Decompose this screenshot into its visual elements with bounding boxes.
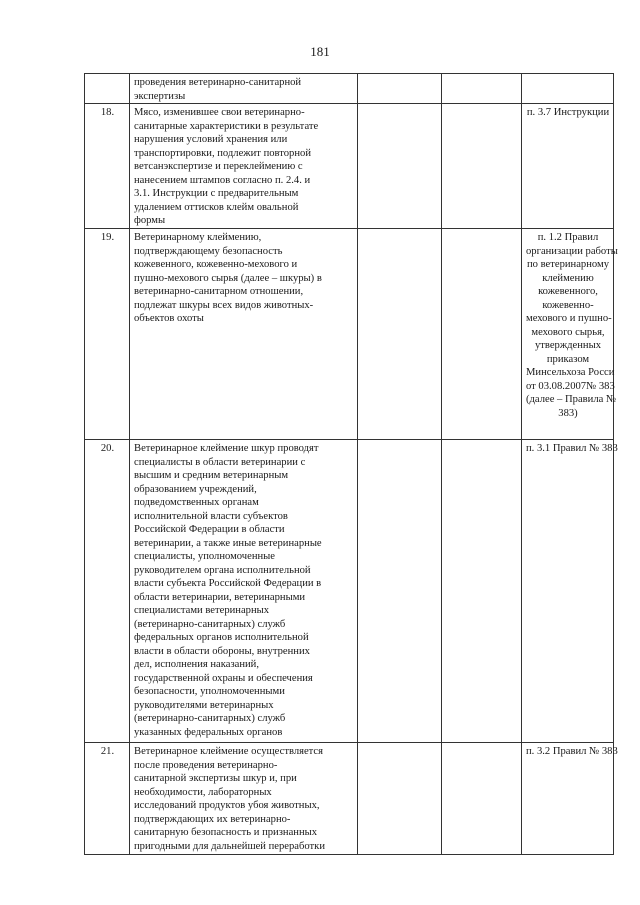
page-number: 181 [310,44,330,59]
requirement-text-line: 3.1. Инструкции с предварительным [134,188,299,199]
reference-text-line: кожевенно- [542,299,594,311]
reference-text-line: Минсельхоза Росси [526,367,615,378]
requirement-text-line: ветеринарии, а также иные ветеринарные [134,537,322,549]
empty-cell [442,229,522,440]
requirement-text-line: пушно-мехового сырья (далее – шкуры) в [134,272,322,284]
requirement-text-line: подтверждающему безопасность [134,245,283,257]
requirement-text-line: специалисты в области ветеринарии с [134,456,306,468]
requirement-text-line: (ветеринарно-санитарных) служб [134,713,286,724]
requirement-text-line: транспортировки, подлежит повторной [134,147,311,159]
requirement-text-line: Ветеринарное клеймение осуществляется [134,746,324,757]
requirement-text-line: проведения ветеринарно-санитарной [134,77,302,88]
reference-text-line: п. 1.2 Правил [537,232,599,243]
reference-text-line: мехового и пушно- [526,313,612,324]
requirement-text-line: экспертизы [134,90,186,102]
empty-cell [358,743,442,855]
requirement-text-line: руководителем органа исполнительной [134,564,311,576]
requirement-text-line: нарушения условий хранения или [134,134,288,145]
requirement-text-line: указанных федеральных органов [134,726,283,738]
row-number-cell: 18. [85,104,130,229]
table-row [85,104,614,229]
reference-text-line: от 03.08.2007№ 383 [526,380,615,392]
reference-cell [522,229,618,440]
requirement-text-line: объектов охоты [134,313,204,324]
regulation-table [84,73,618,855]
requirement-text-cell [130,74,358,104]
requirement-text-line: формы [134,215,166,226]
requirement-text-line: государственной охраны и обеспечения [134,672,313,684]
requirement-text-line: власти в области обороны, внутренних [134,645,310,657]
empty-cell [442,440,522,743]
requirement-text-line: необходимости, лабораторных [134,786,272,798]
requirement-text-line: образованием учреждений, [134,483,257,495]
requirement-text-line: санитарные характеристики в результате [134,120,319,132]
requirement-text-line: ветеринарно-санитарном отношении, [134,286,304,297]
requirement-text-line: нанесением штампов согласно п. 2.4. и [134,174,311,186]
requirement-text-line: подведомственных органам [134,497,259,508]
requirement-text-line: Ветеринарному клеймению, [134,232,262,243]
reference-cell [522,440,618,743]
empty-cell [358,74,442,104]
table-row [85,440,614,743]
requirement-text-line: (ветеринарно-санитарных) служб [134,618,286,630]
reference-cell [522,743,618,855]
row-number-cell: 20. [85,440,130,743]
requirement-text-line: удалением оттисков клейм овальной [134,201,299,213]
row-number-cell: 21. [85,743,130,855]
row-number-cell [85,74,130,104]
requirement-text-line: исполнительной власти субъектов [134,510,288,522]
requirement-text-line: Российской Федерации в области [134,524,285,535]
requirement-text-line: руководителями ветеринарных [134,699,274,711]
requirement-text-line: специалисты, уполномоченные [134,551,275,562]
reference-text-line: утвержденных [534,340,602,351]
table-row [85,743,614,855]
requirement-text-cell [130,229,358,440]
requirement-text-line: области ветеринарии, ветеринарными [134,591,306,603]
requirement-text-line: специалистами ветеринарных [134,605,270,616]
reference-cell [522,74,614,104]
empty-cell [358,104,442,229]
requirement-text-line: Ветеринарное клеймение шкур проводят [134,443,319,454]
reference-text-line: по ветеринарному [527,259,609,270]
requirement-text-line: пригодными для дальнейшей переработки [134,840,325,852]
requirement-text-line: санитарную безопасность и признанных [134,827,318,838]
empty-cell [442,74,522,104]
requirement-text-line: высшим и средним ветеринарным [134,470,289,481]
table-row [85,74,614,104]
reference-text-line: (далее – Правила № [526,394,617,405]
empty-cell [358,440,442,743]
empty-cell [442,104,522,229]
requirement-text-line: санитарной экспертизы шкур и, при [134,773,297,784]
reference-text-line: кожевенного, [538,286,598,297]
reference-text-line: приказом [546,353,590,365]
requirement-text-line: исследований продуктов убоя животных, [134,800,320,811]
reference-text-line: клеймению [542,272,594,284]
empty-cell [442,743,522,855]
requirement-text-cell [130,104,358,229]
reference-cell [522,104,614,229]
requirement-text-line: кожевенного, кожевенно-мехового и [134,259,298,270]
reference-text-line: организации работы [526,245,618,257]
reference-text-line: п. 3.1 Правил № 383 [526,443,618,454]
empty-cell [358,229,442,440]
row-number-cell: 19. [85,229,130,440]
requirement-text-cell [130,440,358,743]
reference-text-line: п. 3.7 Инструкции [526,107,610,118]
reference-text-line: п. 3.2 Правил № 383 [526,746,618,757]
requirement-text-line: подлежат шкуры всех видов животных- [134,299,314,311]
requirement-text-cell [130,743,358,855]
requirement-text-line: безопасности, уполномоченными [134,686,285,697]
reference-text-line: мехового сырья, [531,326,605,338]
reference-text-line: 383) [558,407,578,419]
requirement-text-line: федеральных органов исполнительной [134,632,309,643]
requirement-text-line: подтверждающих их ветеринарно- [134,813,291,825]
requirement-text-line: Мясо, изменившее свои ветеринарно- [134,107,305,118]
requirement-text-line: власти субъекта Российской Федерации в [134,578,322,589]
requirement-text-line: дел, исполнения наказаний, [134,659,259,670]
requirement-text-line: после проведения ветеринарно- [134,759,278,771]
requirement-text-line: ветсанэкспертизе и переклеймению с [134,161,303,172]
table-row [85,229,614,440]
